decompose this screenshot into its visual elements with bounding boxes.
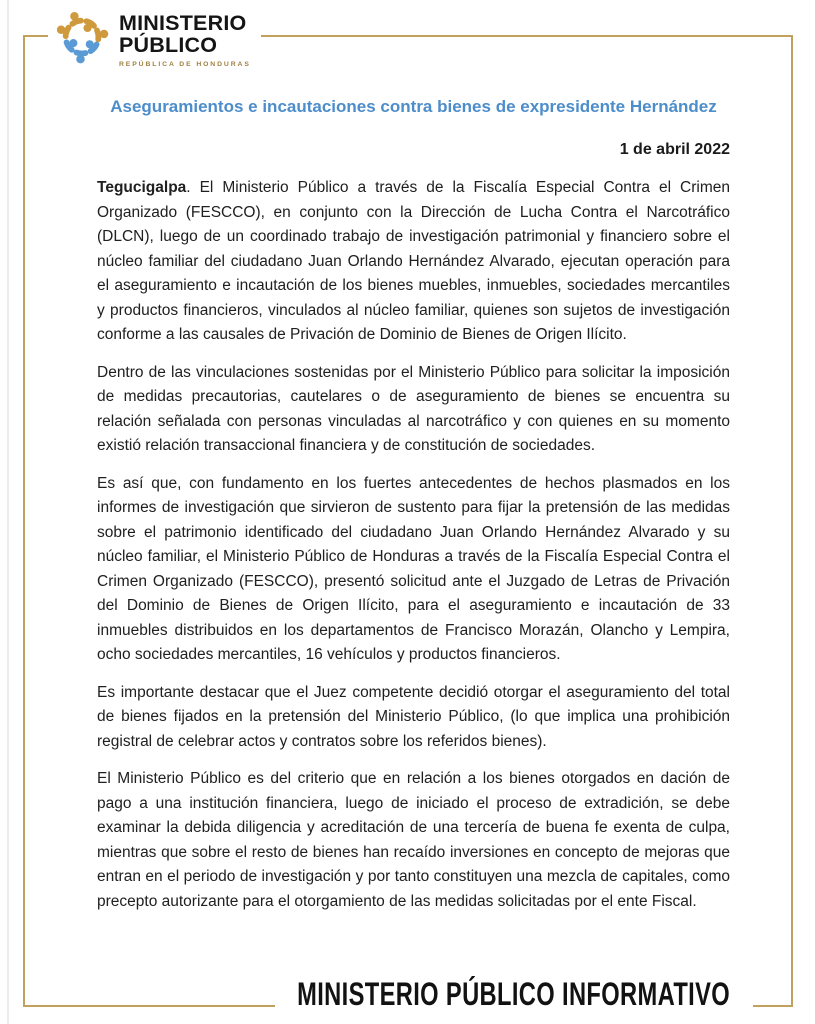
logo-title-line1: MINISTERIO: [119, 11, 247, 35]
document-title: Aseguramientos e incautaciones contra bienes de expresidente Hernández: [110, 97, 717, 116]
page-edge-shadow: [7, 0, 9, 1024]
dateline-lead: Tegucigalpa: [97, 179, 187, 197]
body-paragraph: Tegucigalpa. El Ministerio Público a través de la Fiscalía Especial Contra el Crimen Organizado (FESCCO), en conjunto con la Dirección de Lucha Contra el Narcotráfico (DLCN), luego de un coordinado trabajo de investigación patrimonial y financiero sobre el núcleo familiar del ciudadano Juan Orlando Hernández Alvarado, ejecutan operación para el aseguramiento e incautación de los bienes muebles, inmuebles, sociedades mercantiles y productos financieros, vinculados al núcleo familiar, quienes son sujetos de investigación conforme a las causales de Privación de Dominio de Bienes de Origen Ilícito.: [97, 179, 730, 344]
frame-border-right: [791, 35, 793, 1007]
body-paragraph: Dentro de las vinculaciones sostenidas por el Ministerio Público para solicitar la imposición de medidas precautorias, cautelares o de aseguramiento de bienes se encuentra su relación señalada con personas vinculadas al narcotráfico y con quienes en su momento existió relación transaccional financiera y de constitución de sociedades.: [97, 363, 730, 455]
ministerio-publico-logo: [48, 0, 261, 76]
footer-banner: MINISTERIO PÚBLICO INFORMATIVO: [297, 976, 730, 1012]
paragraphs-container: [97, 176, 730, 914]
frame-border-bottom-right: [753, 1005, 793, 1007]
people-circle-icon: [56, 6, 110, 70]
document-body: [97, 96, 730, 927]
logo-title-line2: PÚBLICO: [119, 33, 218, 58]
body-paragraph: Es así que, con fundamento en los fuertes antecedentes de hechos plasmados en los informes de investigación que sirvieron de sustento para fijar la pretensión de las medidas sobre el patrimonio identificado del ciudadano Juan Orlando Hernández Alvarado y su núcleo familiar, el Ministerio Público de Honduras a través de la Fiscalía Especial Contra el Crimen Organizado (FESCCO), presentó solicitud ante el Juzgado de Letras de Privación del Dominio de Bienes de Origen Ilícito, para el aseguramiento e incautación de 33 inmuebles distribuidos en los departamentos de Francisco Morazán, Olancho y Lempira, ocho sociedades mercantiles, 16 vehículos y productos financieros.: [97, 474, 730, 664]
frame-border-bottom-left: [23, 1005, 275, 1007]
body-paragraph: El Ministerio Público es del criterio que en relación a los bienes otorgados en dación de pago a una institución financiera, luego de iniciado el proceso de extradición, se debe examinar la debida diligencia y acreditación de una tercería de buena fe exenta de culpa, mientras que sobre el resto de bienes han recaído inversiones en concepto de mejoras que entran en el periodo de investigación y por tanto constituyen una mezcla de capitales, como precepto autorizante para el otorgamiento de las medidas solicitadas por el ente Fiscal.: [97, 770, 730, 910]
document-date: 1 de abril 2022: [619, 141, 730, 159]
body-paragraph: Es importante destacar que el Juez competente decidió otorgar el aseguramiento del total de bienes fijados en la pretensión del Ministerio Público, (lo que implica una prohibición registral de celebrar actos y contratos sobre los referidos bienes).: [97, 683, 730, 750]
logo-subtitle: REPÚBLICA DE HONDURAS: [119, 60, 251, 68]
logo-wordmark: [119, 6, 251, 68]
frame-border-left: [23, 35, 25, 1007]
